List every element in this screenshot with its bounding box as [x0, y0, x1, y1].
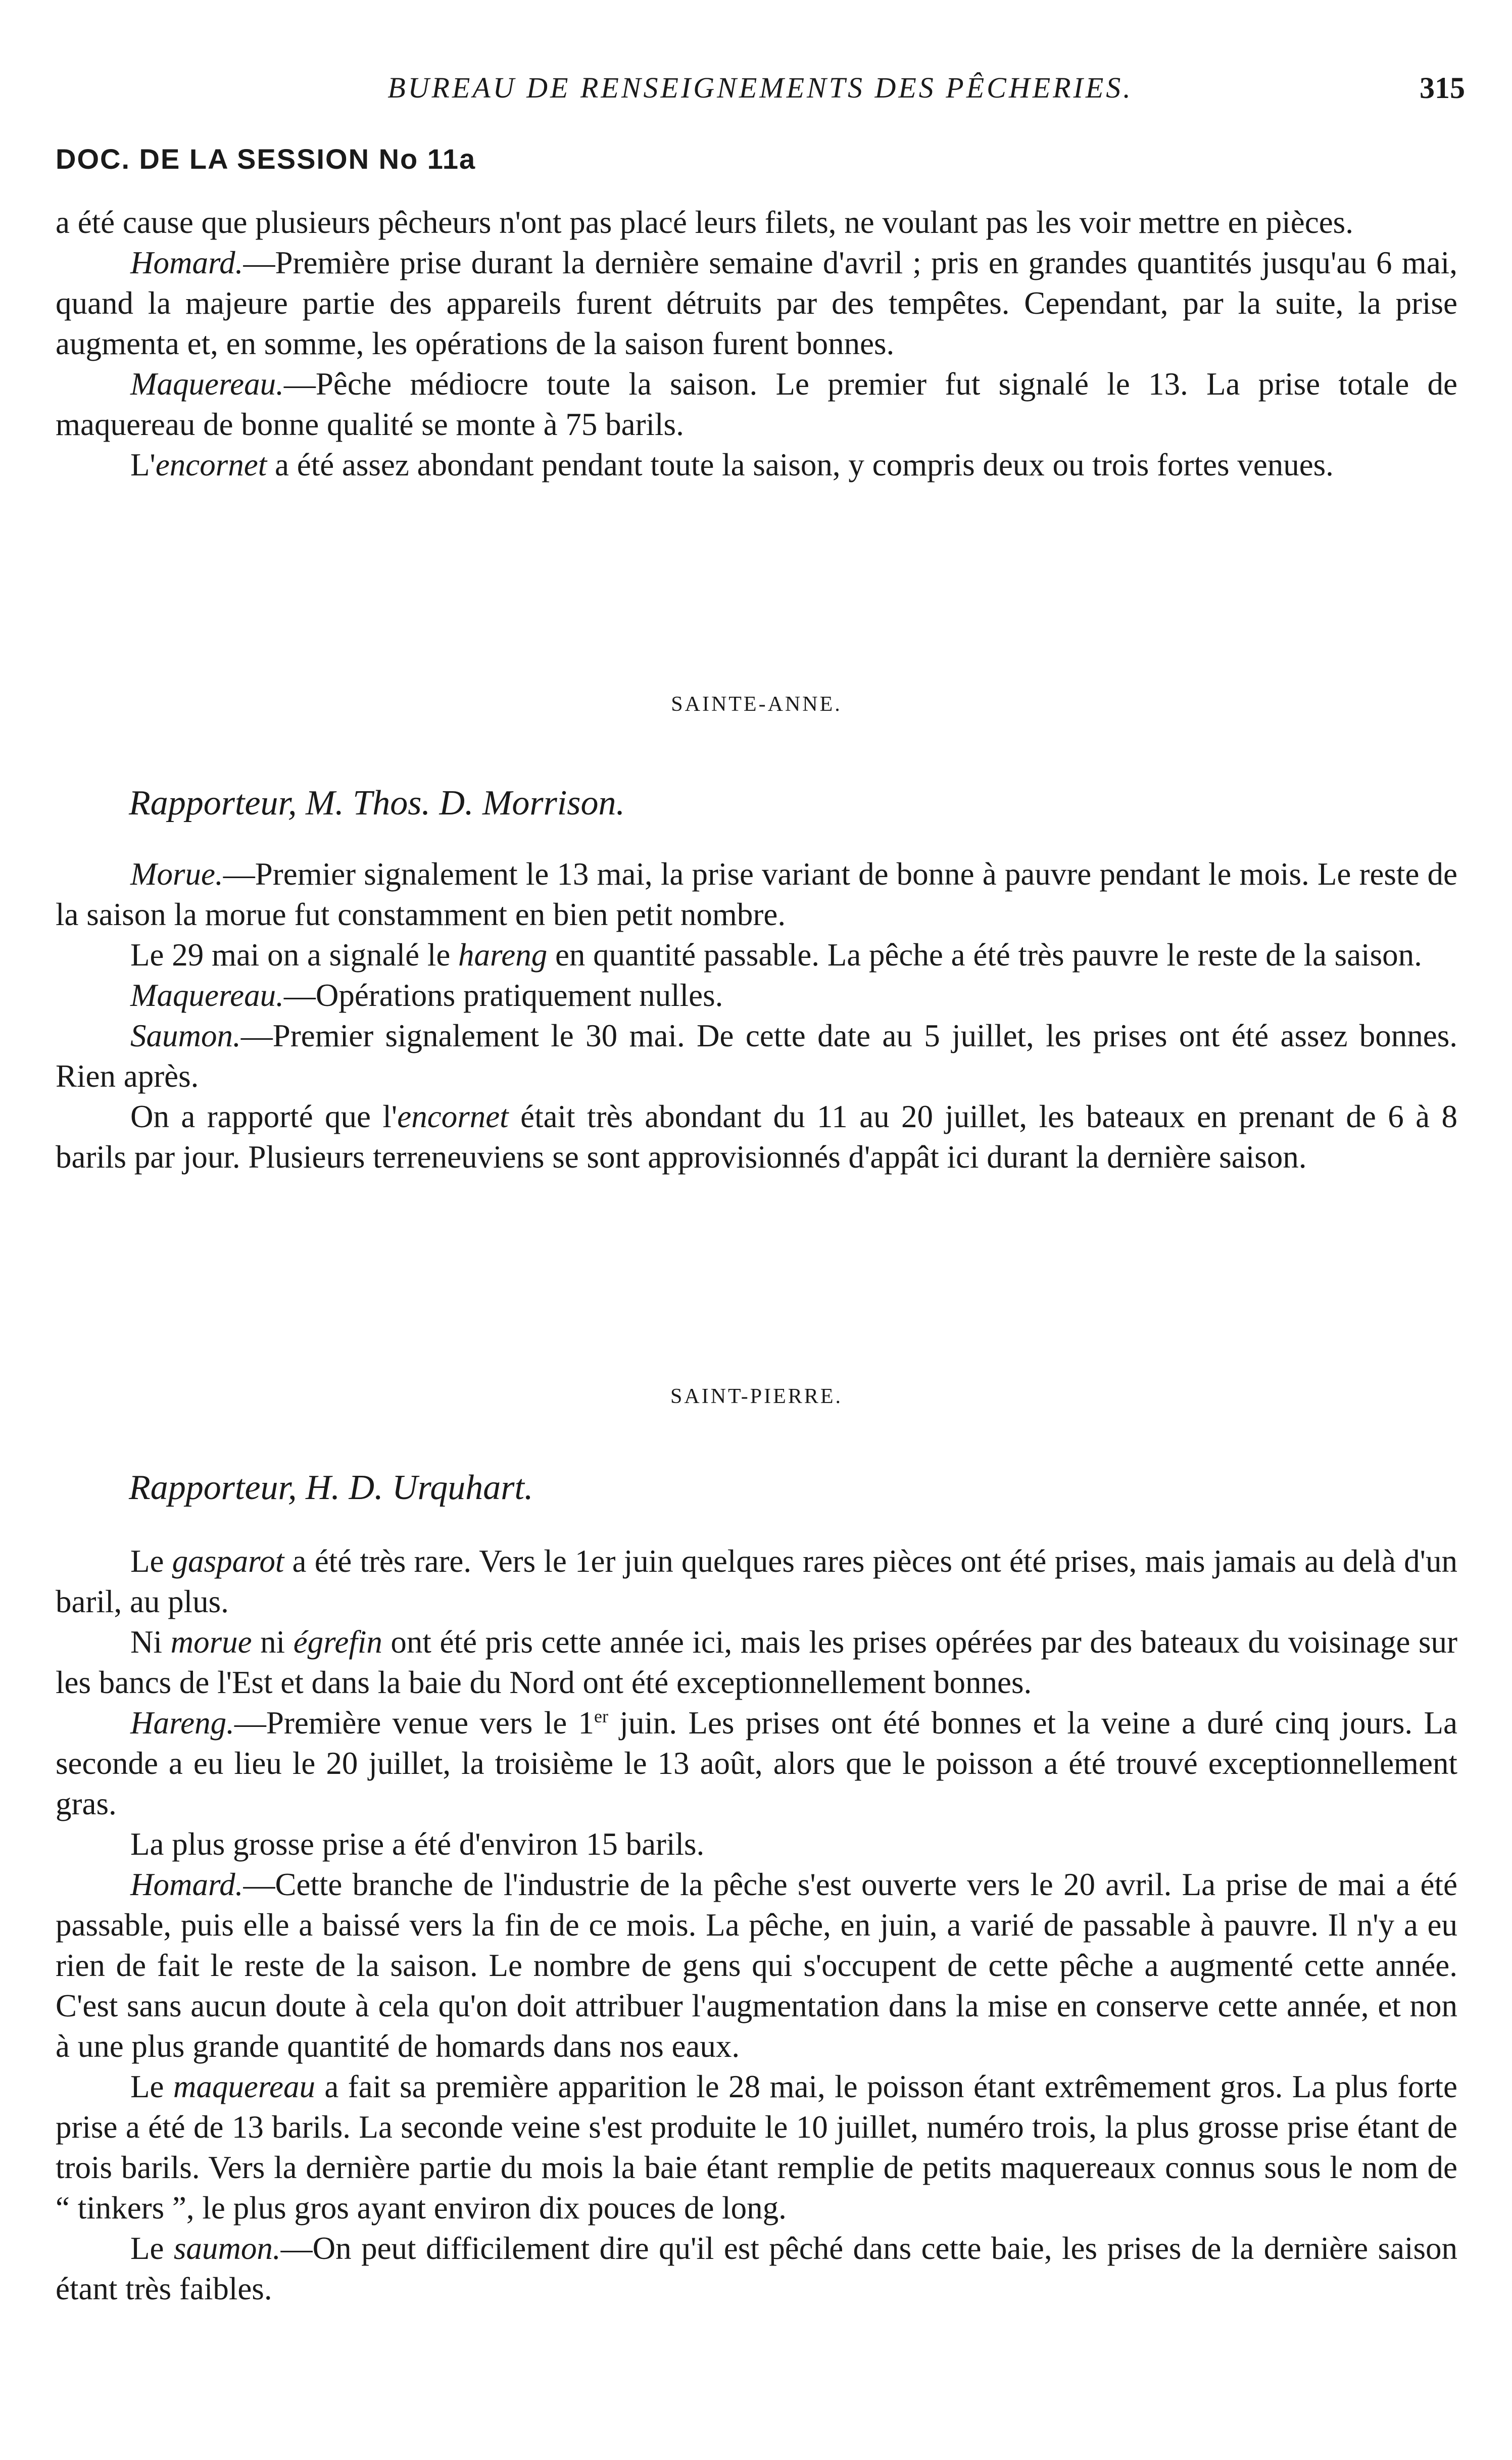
paragraph: [56, 1864, 1457, 2066]
paragraph: [56, 1622, 1457, 1703]
paragraph: [56, 1096, 1457, 1177]
saint-pierre-section: [56, 1541, 1457, 2309]
running-title: BUREAU DE RENSEIGNEMENTS DES PÊCHERIES.: [387, 71, 1133, 104]
species-term: hareng: [458, 937, 548, 973]
paragraph: [56, 364, 1457, 445]
paragraph-text: Le: [130, 1543, 172, 1579]
paragraph-text: —On peut difficilement dire qu'il est pêché dans cette baie, les prises de la dernière saison étant très faibles.: [56, 2231, 1457, 2306]
paragraph: [56, 1016, 1457, 1096]
paragraph-text: juin. Les prises ont été bonnes et la veine a duré cinq jours. La seconde a eu lieu le 20 juillet, la troisième le 13 août, alors que le poisson a été trouvé exceptionnellement gras.: [56, 1705, 1457, 1821]
species-term: maquereau: [173, 2069, 315, 2104]
species-term: gasparot: [172, 1543, 284, 1579]
paragraph-text: en quantité passable. La pêche a été très pauvre le reste de la saison.: [547, 937, 1422, 973]
paragraph: [56, 1703, 1457, 1824]
paragraph-text: a été assez abondant pendant toute la saison, y compris deux ou trois fortes venues.: [267, 447, 1334, 483]
superscript: er: [594, 1706, 609, 1726]
paragraph: [56, 243, 1457, 364]
paragraph-text: Le: [130, 2231, 174, 2266]
paragraph-text: ont été pris cette année ici, mais les prises opérées par des bateaux du voisinage sur les bancs de l'Est et dans la baie du Nord ont été exceptionnellement bonnes.: [56, 1624, 1457, 1700]
paragraph: [56, 935, 1457, 975]
paragraph-text: a été très rare. Vers le 1er juin quelques rares pièces ont été prises, mais jamais au delà d'un baril, au plus.: [56, 1543, 1457, 1619]
paragraph-text: —Premier signalement le 30 mai. De cette date au 5 juillet, les prises ont été assez bonnes. Rien après.: [56, 1018, 1457, 1094]
paragraph-text: Le: [130, 2069, 173, 2104]
paragraph-text: ni: [252, 1624, 294, 1660]
paragraph-text: —Première prise durant la dernière semaine d'avril ; pris en grandes quantités jusqu'au 6 mai, quand la majeure partie des appareils furent détruits par des tempêtes. Cependant, par la suite, la prise augmenta et, en somme, les opérations de la saison furent bonnes.: [56, 245, 1457, 361]
species-term: encornet: [155, 447, 267, 483]
paragraph: [56, 975, 1457, 1016]
species-term: Maquereau.: [130, 366, 284, 402]
page-number: 315: [1420, 71, 1465, 105]
session-document-line: DOC. DE LA SESSION No 11a: [56, 143, 476, 175]
paragraph-text: Le 29 mai on a signalé le: [130, 937, 459, 973]
paragraph: [56, 202, 1457, 243]
paragraph-text: —Première venue vers le 1: [234, 1705, 595, 1741]
section-heading-sainte-anne: SAINTE-ANNE.: [671, 693, 842, 716]
species-term: encornet: [397, 1099, 509, 1134]
rapporteur-line: Rapporteur, M. Thos. D. Morrison.: [129, 784, 625, 823]
paragraph: [56, 1824, 1457, 1864]
section-heading-saint-pierre: SAINT-PIERRE.: [670, 1385, 843, 1408]
species-term: Saumon.: [130, 1018, 241, 1053]
paragraph: [56, 854, 1457, 935]
intro-section: [56, 202, 1457, 485]
species-term: Maquereau.: [130, 978, 284, 1013]
paragraph: [56, 445, 1457, 485]
species-term: Homard.: [130, 245, 243, 280]
species-term: morue: [170, 1624, 252, 1660]
paragraph: [56, 2066, 1457, 2228]
species-term: Homard.: [130, 1867, 243, 1902]
paragraph-text: était très abondant du 11 au 20 juillet, les bateaux en prenant de 6 à 8 barils par jour. Plusieurs terreneuviens se sont approvisionnés d'appât ici durant la dernière saison.: [56, 1099, 1457, 1175]
paragraph-text: —Opérations pratiquement nulles.: [283, 978, 723, 1013]
running-header: [56, 71, 1465, 116]
paragraph-text: a été cause que plusieurs pêcheurs n'ont pas placé leurs filets, ne voulant pas les voir mettre en pièces.: [56, 205, 1353, 240]
paragraph: [56, 2228, 1457, 2309]
species-term: égrefin: [293, 1624, 382, 1660]
species-term: saumon.: [173, 2231, 281, 2266]
paragraph: [56, 1541, 1457, 1622]
paragraph-text: Ni: [130, 1624, 171, 1660]
paragraph-text: On a rapporté que l': [130, 1099, 398, 1134]
paragraph-text: —Premier signalement le 13 mai, la prise variant de bonne à pauvre pendant le mois. Le reste de la saison la morue fut constamment en bien petit nombre.: [56, 856, 1457, 932]
paragraph-text: —Pêche médiocre toute la saison. Le premier fut signalé le 13. La prise totale de maquereau de bonne qualité se monte à 75 barils.: [56, 366, 1457, 442]
paragraph-text: La plus grosse prise a été d'environ 15 barils.: [130, 1826, 705, 1862]
species-term: Hareng.: [130, 1705, 234, 1741]
sainte-anne-section: [56, 854, 1457, 1177]
paragraph-text: a fait sa première apparition le 28 mai, le poisson étant extrêmement gros. La plus forte prise a été de 13 barils. La seconde veine s'est produite le 10 juillet, numéro trois, la plus grosse prise étant de trois barils. Vers la dernière partie du mois la baie étant remplie de petits maquereaux connus sous le nom de “ tinkers ”, le plus gros ayant environ dix pouces de long.: [56, 2069, 1457, 2226]
paragraph-text: —Cette branche de l'industrie de la pêche s'est ouverte vers le 20 avril. La prise de mai a été passable, puis elle a baissé vers la fin de ce mois. La pêche, en juin, a varié de passable à pauvre. Il n'y a eu rien de fait le reste de la saison. Le nombre de gens qui s'occupent de cette pêche a augmenté cette année. C'est sans aucun doute à cela qu'on doit attribuer l'augmentation dans la mise en conserve cette année, et non à une plus grande quantité de homards dans nos eaux.: [56, 1867, 1457, 2064]
species-term: Morue.: [130, 856, 223, 892]
paragraph-text: L': [130, 447, 156, 483]
rapporteur-line: Rapporteur, H. D. Urquhart.: [129, 1468, 533, 1507]
